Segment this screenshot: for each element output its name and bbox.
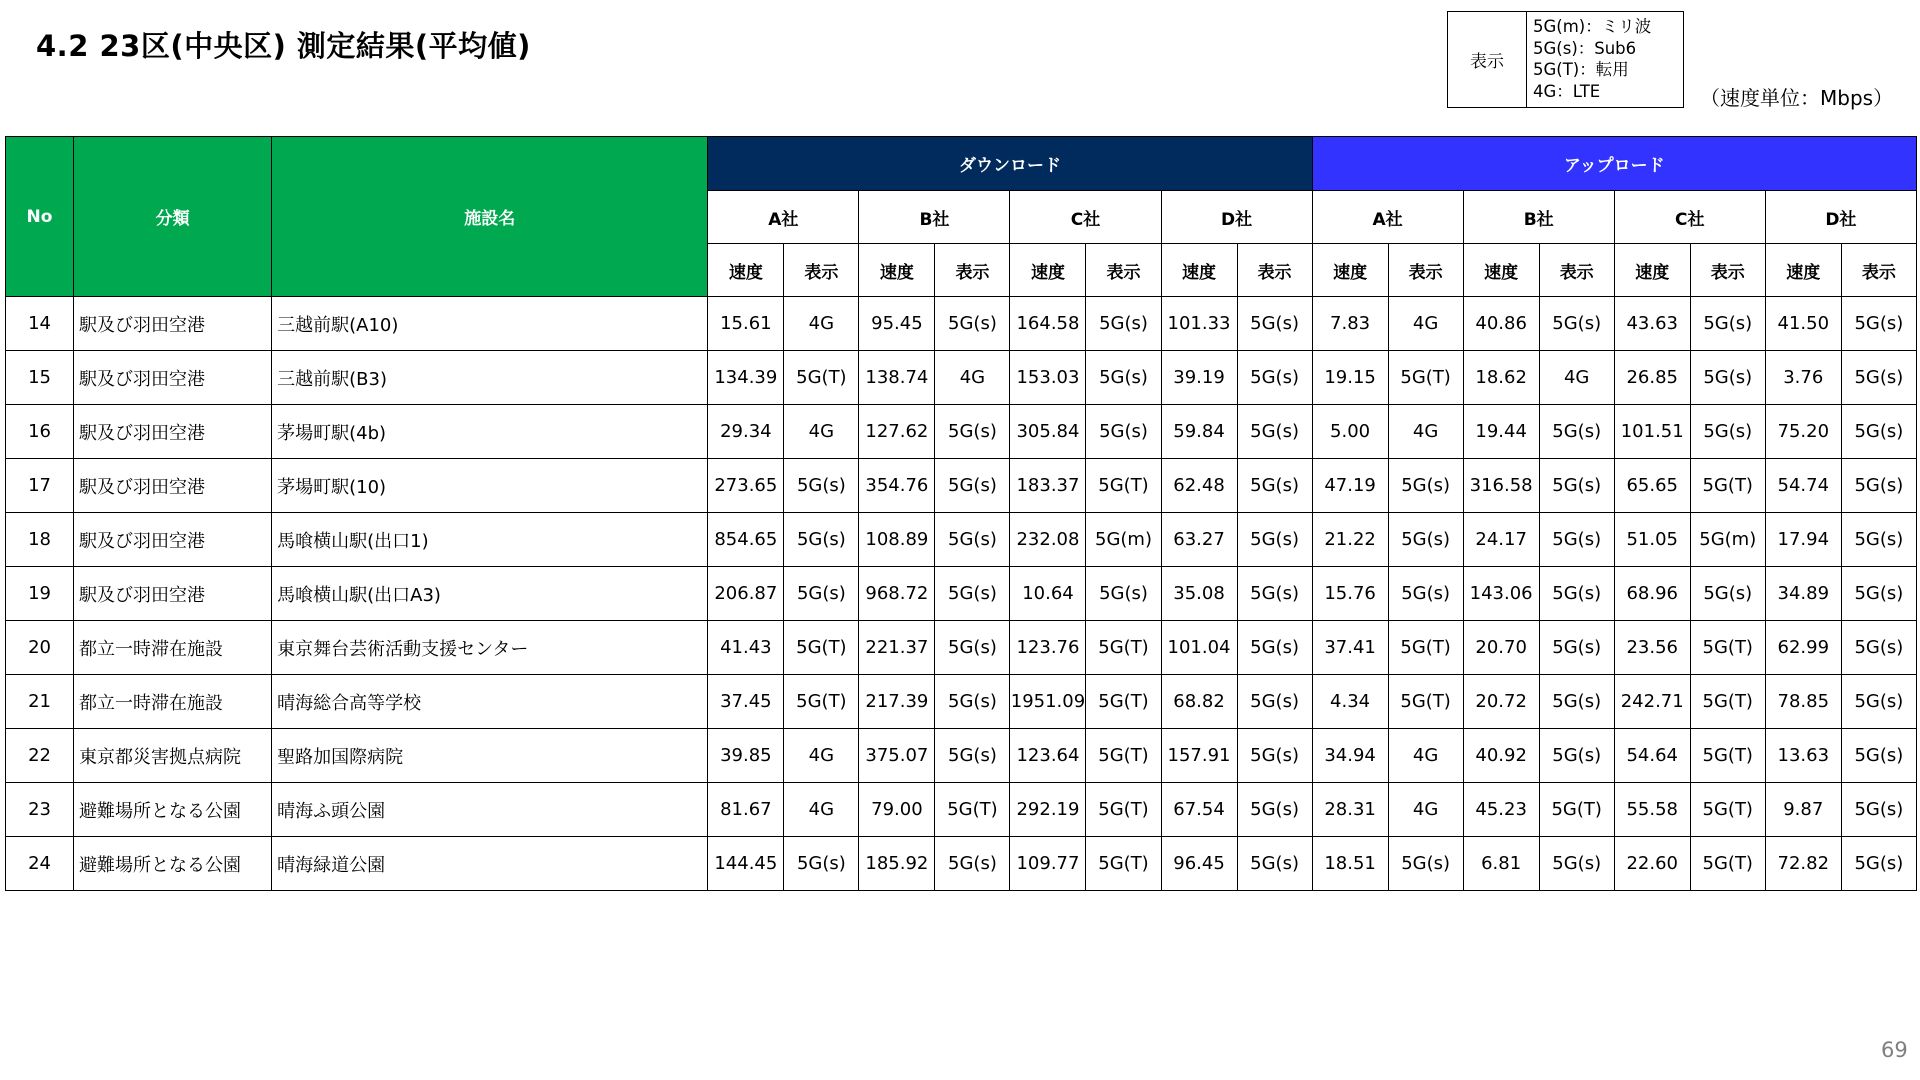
speed-cell: 37.45 xyxy=(708,675,784,729)
speed-cell: 78.85 xyxy=(1765,675,1841,729)
table-row xyxy=(6,297,1917,351)
display-cell: 5G(s) xyxy=(784,567,859,621)
display-cell: 5G(s) xyxy=(1841,837,1916,891)
row-facility: 茅場町駅(10) xyxy=(272,459,708,513)
speed-cell: 23.56 xyxy=(1614,621,1690,675)
display-cell: 5G(s) xyxy=(1388,837,1463,891)
header-download-company-d: D社 xyxy=(1161,191,1312,244)
display-cell: 5G(s) xyxy=(1841,405,1916,459)
header-facility: 施設名 xyxy=(272,137,708,297)
display-cell: 5G(s) xyxy=(935,837,1010,891)
header-upload-company-d: D社 xyxy=(1765,191,1916,244)
speed-cell: 108.89 xyxy=(859,513,935,567)
speed-cell: 134.39 xyxy=(708,351,784,405)
speed-cell: 35.08 xyxy=(1161,567,1237,621)
header-display: 表示 xyxy=(1841,244,1916,297)
speed-cell: 15.76 xyxy=(1312,567,1388,621)
display-cell: 5G(s) xyxy=(1237,567,1312,621)
row-facility: 東京舞台芸術活動支援センター xyxy=(272,621,708,675)
display-cell: 5G(s) xyxy=(1237,297,1312,351)
display-cell: 5G(s) xyxy=(935,675,1010,729)
display-cell: 5G(s) xyxy=(1237,729,1312,783)
header-display: 表示 xyxy=(1539,244,1614,297)
display-cell: 5G(s) xyxy=(1237,459,1312,513)
speed-cell: 9.87 xyxy=(1765,783,1841,837)
speed-cell: 96.45 xyxy=(1161,837,1237,891)
table-body xyxy=(6,297,1917,891)
display-cell: 5G(s) xyxy=(1388,513,1463,567)
header-display: 表示 xyxy=(1690,244,1765,297)
display-cell: 5G(s) xyxy=(1539,405,1614,459)
display-cell: 5G(T) xyxy=(1388,621,1463,675)
speed-cell: 206.87 xyxy=(708,567,784,621)
speed-cell: 20.70 xyxy=(1463,621,1539,675)
display-cell: 4G xyxy=(935,351,1010,405)
display-cell: 5G(T) xyxy=(1086,459,1161,513)
display-cell: 5G(T) xyxy=(1086,675,1161,729)
display-cell: 5G(s) xyxy=(935,567,1010,621)
speed-cell: 54.64 xyxy=(1614,729,1690,783)
header-display: 表示 xyxy=(1388,244,1463,297)
speed-cell: 6.81 xyxy=(1463,837,1539,891)
display-cell: 5G(s) xyxy=(1237,513,1312,567)
row-facility: 三越前駅(B3) xyxy=(272,351,708,405)
row-category: 駅及び羽田空港 xyxy=(74,459,272,513)
display-cell: 5G(T) xyxy=(1086,729,1161,783)
speed-cell: 34.89 xyxy=(1765,567,1841,621)
display-cell: 5G(s) xyxy=(1086,405,1161,459)
display-cell: 5G(T) xyxy=(1690,621,1765,675)
header-display: 表示 xyxy=(935,244,1010,297)
display-cell: 5G(s) xyxy=(1237,783,1312,837)
speed-cell: 305.84 xyxy=(1010,405,1086,459)
speed-cell: 62.99 xyxy=(1765,621,1841,675)
speed-cell: 854.65 xyxy=(708,513,784,567)
header-speed: 速度 xyxy=(708,244,784,297)
row-facility: 晴海総合高等学校 xyxy=(272,675,708,729)
display-cell: 5G(T) xyxy=(784,675,859,729)
display-cell: 5G(T) xyxy=(1086,837,1161,891)
header-speed: 速度 xyxy=(859,244,935,297)
page-title: 4.2 23区(中央区) 測定結果(平均値) xyxy=(36,29,531,63)
speed-cell: 101.51 xyxy=(1614,405,1690,459)
speed-cell: 217.39 xyxy=(859,675,935,729)
speed-cell: 375.07 xyxy=(859,729,935,783)
speed-cell: 41.43 xyxy=(708,621,784,675)
speed-cell: 39.85 xyxy=(708,729,784,783)
header-upload: アップロード xyxy=(1312,137,1916,191)
speed-cell: 41.50 xyxy=(1765,297,1841,351)
row-category: 避難場所となる公園 xyxy=(74,837,272,891)
display-cell: 5G(s) xyxy=(1690,297,1765,351)
speed-cell: 43.63 xyxy=(1614,297,1690,351)
display-cell: 5G(s) xyxy=(1841,675,1916,729)
display-cell: 5G(s) xyxy=(1539,729,1614,783)
display-cell: 5G(T) xyxy=(1690,459,1765,513)
display-cell: 4G xyxy=(1539,351,1614,405)
speed-cell: 13.63 xyxy=(1765,729,1841,783)
row-no: 19 xyxy=(6,567,74,621)
speed-cell: 144.45 xyxy=(708,837,784,891)
display-cell: 5G(s) xyxy=(935,459,1010,513)
table-row xyxy=(6,783,1917,837)
header-download-company-c: C社 xyxy=(1010,191,1161,244)
speed-cell: 24.17 xyxy=(1463,513,1539,567)
display-legend xyxy=(1447,11,1684,108)
header-speed: 速度 xyxy=(1614,244,1690,297)
display-cell: 5G(s) xyxy=(935,297,1010,351)
speed-cell: 34.94 xyxy=(1312,729,1388,783)
display-cell: 5G(s) xyxy=(1086,351,1161,405)
speed-cell: 232.08 xyxy=(1010,513,1086,567)
speed-cell: 164.58 xyxy=(1010,297,1086,351)
speed-cell: 123.64 xyxy=(1010,729,1086,783)
speed-cell: 40.92 xyxy=(1463,729,1539,783)
speed-cell: 4.34 xyxy=(1312,675,1388,729)
display-cell: 5G(s) xyxy=(1841,729,1916,783)
speed-cell: 20.72 xyxy=(1463,675,1539,729)
display-cell: 4G xyxy=(1388,783,1463,837)
speed-cell: 101.33 xyxy=(1161,297,1237,351)
table-row xyxy=(6,621,1917,675)
header-display: 表示 xyxy=(784,244,859,297)
row-category: 都立一時滞在施設 xyxy=(74,675,272,729)
speed-cell: 123.76 xyxy=(1010,621,1086,675)
speed-cell: 55.58 xyxy=(1614,783,1690,837)
display-cell: 5G(T) xyxy=(1690,837,1765,891)
speed-cell: 138.74 xyxy=(859,351,935,405)
speed-cell: 68.96 xyxy=(1614,567,1690,621)
row-no: 18 xyxy=(6,513,74,567)
results-table xyxy=(5,136,1917,891)
display-cell: 5G(s) xyxy=(1841,459,1916,513)
display-cell: 5G(m) xyxy=(1086,513,1161,567)
display-cell: 5G(s) xyxy=(1388,459,1463,513)
legend-line: 4G：LTE xyxy=(1533,81,1601,101)
speed-cell: 101.04 xyxy=(1161,621,1237,675)
row-category: 都立一時滞在施設 xyxy=(74,621,272,675)
header-download-company-b: B社 xyxy=(859,191,1010,244)
display-cell: 5G(s) xyxy=(784,513,859,567)
row-no: 16 xyxy=(6,405,74,459)
row-category: 駅及び羽田空港 xyxy=(74,513,272,567)
speed-cell: 221.37 xyxy=(859,621,935,675)
display-cell: 5G(s) xyxy=(1539,567,1614,621)
speed-cell: 7.83 xyxy=(1312,297,1388,351)
speed-cell: 153.03 xyxy=(1010,351,1086,405)
speed-cell: 292.19 xyxy=(1010,783,1086,837)
legend-line: 5G(s)：Sub6 xyxy=(1533,38,1637,58)
row-no: 24 xyxy=(6,837,74,891)
speed-cell: 183.37 xyxy=(1010,459,1086,513)
display-cell: 5G(s) xyxy=(1237,351,1312,405)
speed-cell: 65.65 xyxy=(1614,459,1690,513)
speed-cell: 354.76 xyxy=(859,459,935,513)
display-cell: 5G(s) xyxy=(1539,621,1614,675)
speed-cell: 185.92 xyxy=(859,837,935,891)
table-row xyxy=(6,459,1917,513)
table-row xyxy=(6,675,1917,729)
display-cell: 5G(s) xyxy=(935,405,1010,459)
row-no: 22 xyxy=(6,729,74,783)
speed-cell: 79.00 xyxy=(859,783,935,837)
row-facility: 聖路加国際病院 xyxy=(272,729,708,783)
speed-cell: 51.05 xyxy=(1614,513,1690,567)
table-row xyxy=(6,351,1917,405)
header-download: ダウンロード xyxy=(708,137,1312,191)
display-cell: 5G(s) xyxy=(1237,837,1312,891)
header-display: 表示 xyxy=(1237,244,1312,297)
row-category: 駅及び羽田空港 xyxy=(74,297,272,351)
legend-line: 5G(m)：ミリ波 xyxy=(1533,17,1652,36)
display-cell: 5G(m) xyxy=(1690,513,1765,567)
speed-cell: 26.85 xyxy=(1614,351,1690,405)
header-speed: 速度 xyxy=(1765,244,1841,297)
header-upload-company-c: C社 xyxy=(1614,191,1765,244)
speed-cell: 242.71 xyxy=(1614,675,1690,729)
display-cell: 5G(s) xyxy=(935,513,1010,567)
display-cell: 5G(s) xyxy=(1841,783,1916,837)
display-cell: 5G(T) xyxy=(784,621,859,675)
speed-cell: 21.22 xyxy=(1312,513,1388,567)
display-cell: 5G(s) xyxy=(1841,513,1916,567)
speed-cell: 59.84 xyxy=(1161,405,1237,459)
row-category: 駅及び羽田空港 xyxy=(74,351,272,405)
table-row xyxy=(6,837,1917,891)
speed-cell: 1951.09 xyxy=(1010,675,1086,729)
legend-label: 表示 xyxy=(1448,12,1527,107)
table-row xyxy=(6,513,1917,567)
speed-cell: 3.76 xyxy=(1765,351,1841,405)
row-facility: 三越前駅(A10) xyxy=(272,297,708,351)
row-facility: 馬喰横山駅(出口A3) xyxy=(272,567,708,621)
display-cell: 5G(T) xyxy=(784,351,859,405)
display-cell: 5G(s) xyxy=(1841,297,1916,351)
display-cell: 5G(s) xyxy=(1690,567,1765,621)
display-cell: 5G(s) xyxy=(1841,567,1916,621)
speed-unit-note: （速度単位：Mbps） xyxy=(1700,86,1894,110)
page-number: 69 xyxy=(1881,1038,1908,1062)
header-upload-company-b: B社 xyxy=(1463,191,1614,244)
row-category: 避難場所となる公園 xyxy=(74,783,272,837)
display-cell: 5G(s) xyxy=(1388,567,1463,621)
speed-cell: 15.61 xyxy=(708,297,784,351)
row-facility: 馬喰横山駅(出口1) xyxy=(272,513,708,567)
display-cell: 4G xyxy=(1388,729,1463,783)
display-cell: 5G(s) xyxy=(1539,675,1614,729)
header-speed: 速度 xyxy=(1312,244,1388,297)
display-cell: 5G(s) xyxy=(1539,513,1614,567)
table-row xyxy=(6,729,1917,783)
display-cell: 4G xyxy=(1388,297,1463,351)
display-cell: 5G(T) xyxy=(1539,783,1614,837)
display-cell: 5G(s) xyxy=(1841,621,1916,675)
speed-cell: 62.48 xyxy=(1161,459,1237,513)
header-category: 分類 xyxy=(74,137,272,297)
speed-cell: 39.19 xyxy=(1161,351,1237,405)
speed-cell: 81.67 xyxy=(708,783,784,837)
display-cell: 4G xyxy=(784,783,859,837)
row-no: 14 xyxy=(6,297,74,351)
speed-cell: 28.31 xyxy=(1312,783,1388,837)
display-cell: 5G(s) xyxy=(1539,837,1614,891)
display-cell: 5G(s) xyxy=(1086,297,1161,351)
header-speed: 速度 xyxy=(1010,244,1086,297)
speed-cell: 67.54 xyxy=(1161,783,1237,837)
row-facility: 晴海ふ頭公園 xyxy=(272,783,708,837)
speed-cell: 29.34 xyxy=(708,405,784,459)
speed-cell: 54.74 xyxy=(1765,459,1841,513)
speed-cell: 45.23 xyxy=(1463,783,1539,837)
legend-lines xyxy=(1527,12,1683,107)
speed-cell: 75.20 xyxy=(1765,405,1841,459)
row-facility: 晴海緑道公園 xyxy=(272,837,708,891)
speed-cell: 37.41 xyxy=(1312,621,1388,675)
speed-cell: 63.27 xyxy=(1161,513,1237,567)
speed-cell: 273.65 xyxy=(708,459,784,513)
header-speed: 速度 xyxy=(1161,244,1237,297)
display-cell: 5G(s) xyxy=(935,729,1010,783)
speed-cell: 18.51 xyxy=(1312,837,1388,891)
display-cell: 5G(T) xyxy=(1690,675,1765,729)
display-cell: 5G(s) xyxy=(1690,405,1765,459)
speed-cell: 68.82 xyxy=(1161,675,1237,729)
header-no: No xyxy=(6,137,74,297)
speed-cell: 72.82 xyxy=(1765,837,1841,891)
speed-cell: 968.72 xyxy=(859,567,935,621)
speed-cell: 316.58 xyxy=(1463,459,1539,513)
row-no: 21 xyxy=(6,675,74,729)
speed-cell: 47.19 xyxy=(1312,459,1388,513)
row-category: 東京都災害拠点病院 xyxy=(74,729,272,783)
row-facility: 茅場町駅(4b) xyxy=(272,405,708,459)
display-cell: 5G(s) xyxy=(1237,675,1312,729)
display-cell: 5G(s) xyxy=(1539,459,1614,513)
table-row xyxy=(6,405,1917,459)
display-cell: 4G xyxy=(784,729,859,783)
speed-cell: 95.45 xyxy=(859,297,935,351)
speed-cell: 17.94 xyxy=(1765,513,1841,567)
display-cell: 5G(s) xyxy=(1237,405,1312,459)
speed-cell: 19.15 xyxy=(1312,351,1388,405)
speed-cell: 19.44 xyxy=(1463,405,1539,459)
speed-cell: 109.77 xyxy=(1010,837,1086,891)
row-no: 20 xyxy=(6,621,74,675)
display-cell: 5G(T) xyxy=(1086,783,1161,837)
display-cell: 4G xyxy=(784,297,859,351)
display-cell: 5G(s) xyxy=(935,621,1010,675)
row-category: 駅及び羽田空港 xyxy=(74,405,272,459)
display-cell: 5G(s) xyxy=(1086,567,1161,621)
legend-line: 5G(T)：転用 xyxy=(1533,60,1629,79)
header-upload-company-a: A社 xyxy=(1312,191,1463,244)
header-speed: 速度 xyxy=(1463,244,1539,297)
row-no: 17 xyxy=(6,459,74,513)
header-download-company-a: A社 xyxy=(708,191,859,244)
speed-cell: 22.60 xyxy=(1614,837,1690,891)
speed-cell: 127.62 xyxy=(859,405,935,459)
display-cell: 5G(T) xyxy=(1690,783,1765,837)
speed-cell: 143.06 xyxy=(1463,567,1539,621)
display-cell: 5G(T) xyxy=(935,783,1010,837)
speed-cell: 18.62 xyxy=(1463,351,1539,405)
speed-cell: 10.64 xyxy=(1010,567,1086,621)
speed-cell: 40.86 xyxy=(1463,297,1539,351)
display-cell: 5G(T) xyxy=(1690,729,1765,783)
table-row xyxy=(6,567,1917,621)
speed-cell: 157.91 xyxy=(1161,729,1237,783)
header-display: 表示 xyxy=(1086,244,1161,297)
display-cell: 4G xyxy=(784,405,859,459)
row-no: 23 xyxy=(6,783,74,837)
row-no: 15 xyxy=(6,351,74,405)
display-cell: 5G(T) xyxy=(1388,351,1463,405)
display-cell: 5G(s) xyxy=(1237,621,1312,675)
display-cell: 5G(s) xyxy=(784,459,859,513)
speed-cell: 5.00 xyxy=(1312,405,1388,459)
row-category: 駅及び羽田空港 xyxy=(74,567,272,621)
display-cell: 5G(s) xyxy=(784,837,859,891)
display-cell: 4G xyxy=(1388,405,1463,459)
display-cell: 5G(T) xyxy=(1388,675,1463,729)
display-cell: 5G(s) xyxy=(1841,351,1916,405)
display-cell: 5G(T) xyxy=(1086,621,1161,675)
display-cell: 5G(s) xyxy=(1539,297,1614,351)
display-cell: 5G(s) xyxy=(1690,351,1765,405)
